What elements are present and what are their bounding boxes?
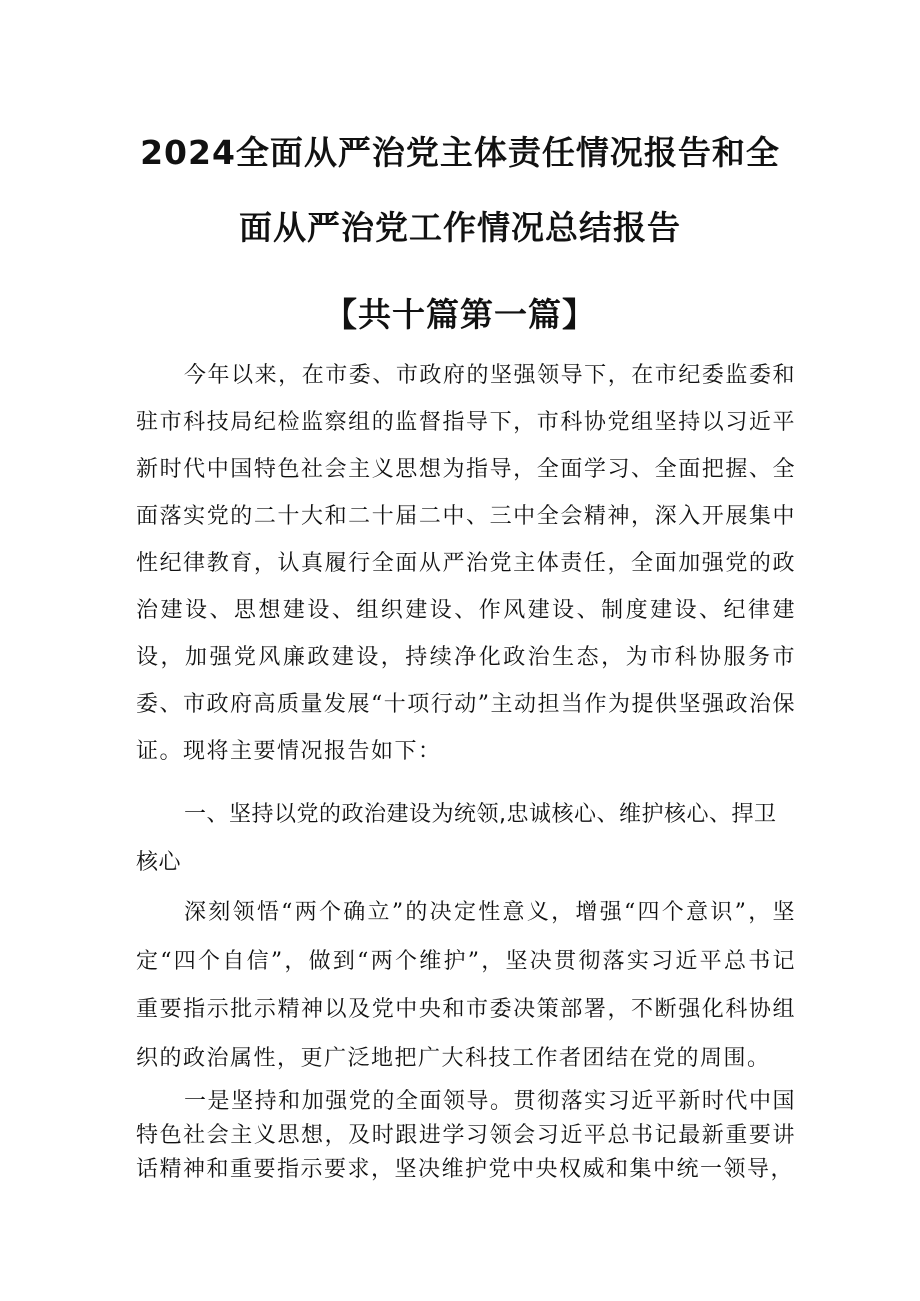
title-line-1: 2024全面从严治党主体责任情况报告和全 [140,133,780,172]
section-1-paragraph: 深刻领悟“两个确立”的决定性意义，增强“四个意识”，坚定“四个自信”，做到“两个维护”，坚决贯彻落实习近平总书记重要指示批示精神以及党中央和市委决策部署，不断强化科协组织的政治属性，更广泛地把广大科技工作者团结在党的周围。 [136,900,796,1071]
point-1-paragraph: 一是坚持和加强党的全面领导。贯彻落实习近平新时代中国特色社会主义思想，及时跟进学习领会习近平总书记最新重要讲话精神和重要指示要求，坚决维护党中央权威和集中统一领导， [136,1089,796,1182]
section-heading-1: 一、坚持以党的政治建设为统领,忠诚核心、维护核心、捍卫核心 [136,802,777,875]
title-line-2: 面从严治党工作情况总结报告 [239,208,681,247]
subtitle: 【共十篇第一篇】 [324,295,596,334]
intro-paragraph: 今年以来，在市委、市政府的坚强领导下，在市纪委监委和驻市科技局纪检监察组的监督指导下，市科协党组坚持以习近平新时代中国特色社会主义思想为指导，全面学习、全面把握、全面落实党的二十大和二十届二中、三中全会精神，深入开展集中性纪律教育，认真履行全面从严治党主体责任，全面加强党的政治建设、思想建设、组织建设、作风建设、制度建设、纪律建设，加强党风廉政建设，持续净化政治生态，为市科协服务市委、市政府高质量发展“十项行动”主动担当作为提供坚强政治保证。现将主要情况报告如下： [136,363,796,764]
